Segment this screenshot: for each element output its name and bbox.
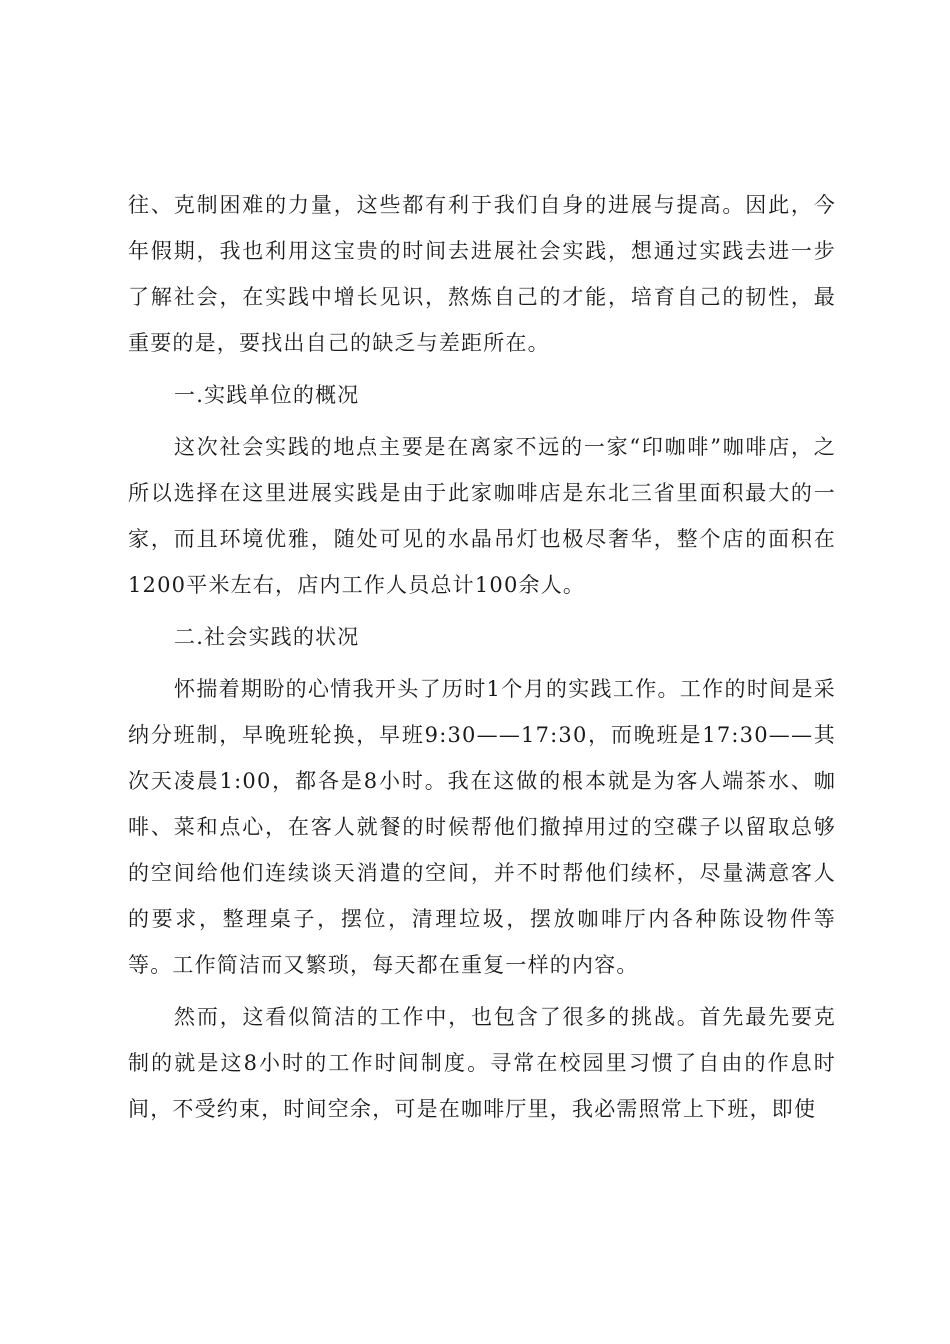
document-body bbox=[128, 182, 836, 1132]
body-paragraph-challenge: 然而，这看似简洁的工作中，也包含了很多的挑战。首先最先要克制的就是这8小时的工作时间制度。寻常在校园里习惯了自由的作息时间，不受约束，时间空余，可是在咖啡厅里，我必需照常上下班，即使 bbox=[128, 1005, 836, 1121]
body-paragraph-unit: 这次社会实践的地点主要是在离家不远的一家“印咖啡”咖啡店，之所以选择在这里进展实践是由于此家咖啡店是东北三省里面积最大的一家，而且环境优雅，随处可见的水晶吊灯也极尽奢华，整个店的面积在1200平米左右，店内工作人员总计100余人。 bbox=[128, 435, 836, 597]
body-paragraph-continuation: 往、克制困难的力量，这些都有利于我们自身的进展与提高。因此，今年假期，我也利用这宝贵的时间去进展社会实践，想通过实践去进一步了解社会，在实践中增长见识，熬炼自己的才能，培育自己的韧性，最重要的是，要找出自己的缺乏与差距所在。 bbox=[128, 193, 836, 355]
body-paragraph-work: 怀揣着期盼的心情我开头了历时1个月的实践工作。工作的时间是采纳分班制，早晚班轮换，早班9:30——17:30，而晚班是17:30——其次天凌晨1:00，都各是8小时。我在这做的根本就是为客人端茶水、咖啡、菜和点心，在客人就餐的时候帮他们撤掉用过的空碟子以留取总够的空间给他们连续谈天消遣的空间，并不时帮他们续杯，尽量满意客人的要求，整理桌子，摆位，清理垃圾，摆放咖啡厅内各种陈设物件等等。工作简洁而又繁琐，每天都在重复一样的内容。 bbox=[128, 677, 836, 977]
section-heading-unit-overview: 一.实践单位的概况 bbox=[174, 383, 360, 407]
section-heading-practice-status: 二.社会实践的状况 bbox=[174, 625, 360, 649]
